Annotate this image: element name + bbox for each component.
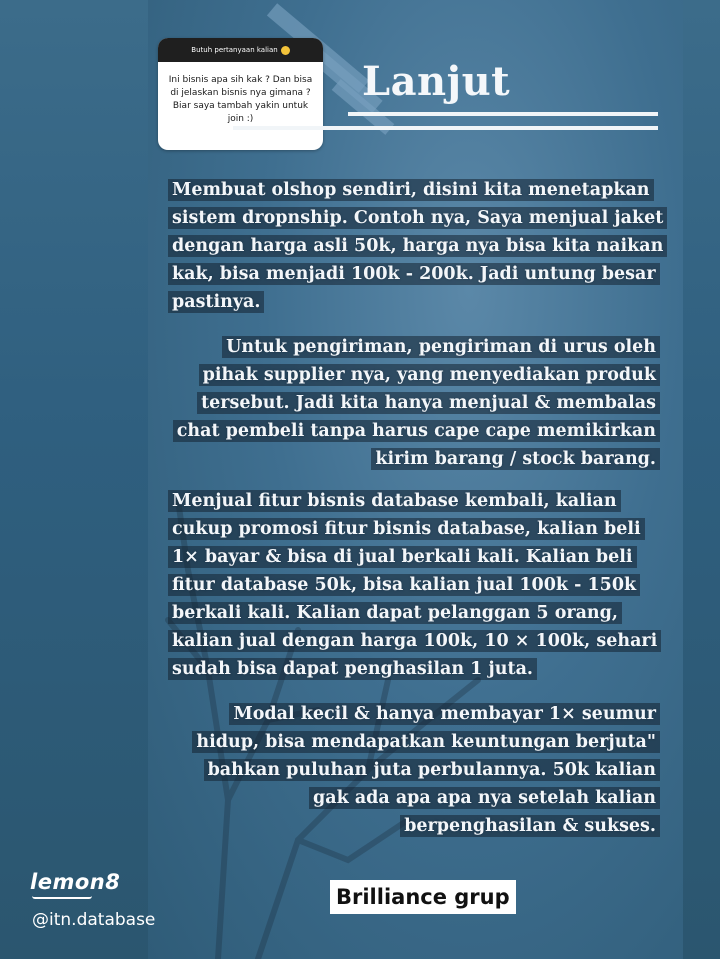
- title-divider: [233, 126, 658, 130]
- paragraph-text: Modal kecil & hanya membayar 1× seumur hidup, bisa mendapatkan keuntungan berjuta" bahkan puluhan juta perbulannya. 50k kalian gak ada apa apa nya setelah kalian berpenghasilan & sukses.: [192, 703, 660, 837]
- logo-underline: [32, 896, 92, 899]
- question-sticker: [158, 38, 323, 150]
- paragraph-text: Menjual fitur bisnis database kembali, kalian cukup promosi fitur bisnis database, kalian beli 1× bayar & bisa di jual berkali kali. Kalian beli fitur database 50k, bisa kalian jual 100k - 150k berkali kali. Kalian dapat pelanggan 5 orang, kalian jual dengan harga 100k, 10 × 100k, sehari sudah bisa dapat penghasilan 1 juta.: [168, 490, 661, 680]
- paragraph: [168, 487, 673, 683]
- title-divider: [348, 112, 658, 116]
- paragraph: [168, 700, 660, 840]
- brand-tag: Brilliance grup: [330, 880, 516, 914]
- paragraph-text: Untuk pengiriman, pengiriman di urus oleh pihak supplier nya, yang menyediakan produk tersebut. Jadi kita hanya menjual & membalas chat pembeli tanpa harus cape cape memikirkan kirim barang / stock barang.: [173, 336, 660, 470]
- page-title: Lanjut: [362, 58, 511, 105]
- paragraph: [168, 176, 673, 316]
- emoji-icon: [281, 46, 290, 55]
- question-sticker-header: [158, 38, 323, 62]
- watermark-handle: @itn.database: [32, 910, 156, 930]
- question-text: Ini bisnis apa sih kak ? Dan bisa di jelaskan bisnis nya gimana ? Biar saya tambah yakin untuk join :): [168, 75, 313, 124]
- paragraph-text: Membuat olshop sendiri, disini kita menetapkan sistem dropnship. Contoh nya, Saya menjual jaket dengan harga asli 50k, harga nya bisa kita naikan kak, bisa menjadi 100k - 200k. Jadi untung besar pastinya.: [168, 179, 667, 313]
- question-sticker-header-text: Butuh pertanyaan kalian: [191, 46, 278, 54]
- paragraph: [168, 333, 660, 473]
- lemon8-logo: lemon8: [30, 870, 121, 894]
